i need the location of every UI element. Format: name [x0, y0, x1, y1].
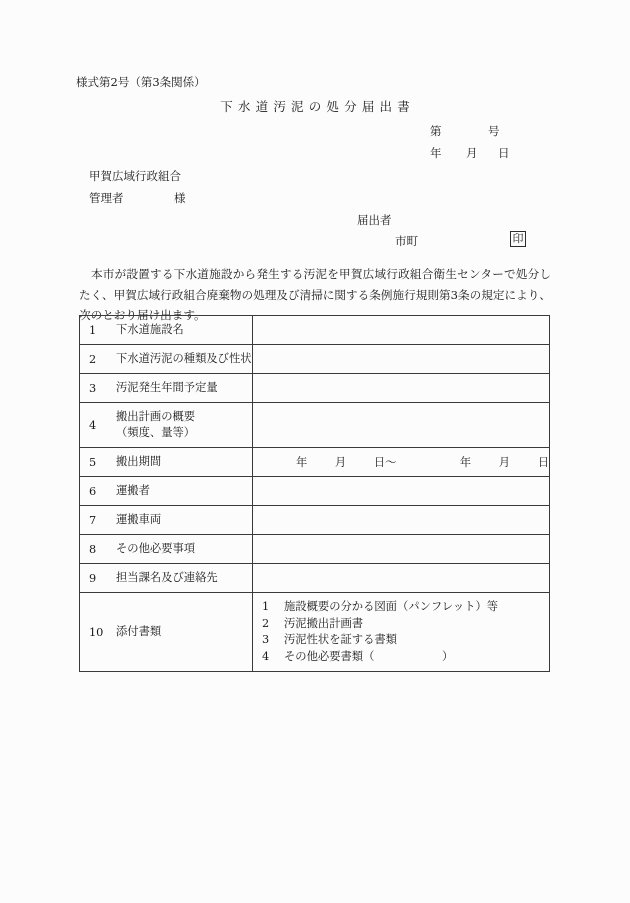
row-index: 4: [89, 418, 97, 432]
document-date-line: [430, 145, 550, 161]
row-index: 8: [89, 542, 97, 556]
row-label: 下水道施設名: [116, 323, 184, 336]
attachment-index: 1: [262, 600, 270, 613]
addressee-honorific: 様: [174, 191, 186, 205]
period-field-group: [253, 454, 549, 470]
row-label-multiline: [116, 409, 195, 441]
period-end-year-label: 年: [459, 456, 472, 469]
date-month-label: 月: [466, 146, 478, 160]
row-value-cell[interactable]: [253, 564, 550, 593]
row-label-cell: [80, 535, 253, 564]
list-item: [262, 649, 549, 666]
row-label-cell: [80, 477, 253, 506]
row-label-line1: 搬出計画の概要: [116, 410, 196, 423]
row-value-cell[interactable]: [253, 506, 550, 535]
attachment-text: その他必要書類（: [284, 649, 375, 663]
submitter-label: 届出者: [357, 213, 392, 227]
addressee-role: 管理者: [89, 191, 124, 205]
row-label: 添付書類: [116, 625, 162, 638]
form-number-label: 様式第2号（第3条関係）: [76, 75, 206, 89]
row-label: 下水道汚泥の種類及び性状: [116, 352, 252, 365]
attachment-index: 4: [262, 649, 270, 663]
table-row: [80, 316, 550, 345]
row-index: 10: [89, 625, 104, 639]
period-start-day-label: 日〜: [373, 456, 397, 469]
row-label-cell: [80, 374, 253, 403]
table-row: [80, 564, 550, 593]
row-label-cell: [80, 448, 253, 477]
document-title: 下水道汚泥の処分届出書: [220, 99, 415, 114]
document-number-line: [430, 123, 550, 139]
list-item: [262, 632, 549, 649]
table-row: [80, 593, 550, 672]
row-value-cell[interactable]: [253, 535, 550, 564]
table-row: [80, 403, 550, 448]
row-index: 1: [89, 323, 97, 337]
row-index: 5: [89, 455, 97, 469]
table-row: [80, 535, 550, 564]
body-paragraph: 本市が設置する下水道施設から発生する汚泥を甲賀広域行政組合衛生センターで処分したく、甲賀広域行政組合廃棄物の処理及び清掃に関する条例施行規則第3条の規定により、次のとおり届け出ます。: [79, 267, 551, 322]
row-label-line2: （頻度、量等）: [116, 426, 196, 439]
row-label: その他必要事項: [116, 542, 196, 555]
list-item: [262, 599, 549, 616]
period-end-day-label: 日: [537, 456, 549, 469]
attachment-text: 汚泥搬出計画書: [284, 616, 364, 630]
period-end-month-label: 月: [498, 456, 511, 469]
row-label: 汚泥発生年間予定量: [116, 381, 218, 394]
addressee-role-line: [89, 190, 186, 206]
row-label-cell: [80, 593, 253, 672]
seal-stamp-box: 印: [510, 231, 526, 247]
row-value-cell[interactable]: [253, 345, 550, 374]
table-row: [80, 477, 550, 506]
declaration-table: [79, 315, 550, 672]
row-index: 6: [89, 484, 97, 498]
table-row: [80, 345, 550, 374]
row-label-cell: [80, 345, 253, 374]
row-label-cell: [80, 506, 253, 535]
row-index: 9: [89, 571, 97, 585]
date-year-label: 年: [430, 146, 442, 160]
table-row: [80, 374, 550, 403]
row-label-cell: [80, 403, 253, 448]
attachment-text-tail: ）: [442, 649, 454, 663]
row-index: 2: [89, 352, 97, 366]
row-value-cell[interactable]: [253, 316, 550, 345]
document-number-prefix: 第: [430, 124, 442, 138]
row-index: 7: [89, 513, 97, 527]
attachment-index: 3: [262, 633, 270, 646]
attachment-index: 2: [262, 616, 270, 630]
row-value-cell[interactable]: [253, 374, 550, 403]
attachment-text: 汚泥性状を証する書類: [284, 633, 397, 646]
row-label-cell: [80, 316, 253, 345]
list-item: [262, 616, 549, 633]
row-value-cell[interactable]: [253, 477, 550, 506]
addressee-organization: 甲賀広域行政組合: [89, 169, 181, 183]
submitter-city-field: 市町: [395, 234, 418, 248]
row-value-cell-period[interactable]: [253, 448, 550, 477]
period-start-month-label: 月: [334, 456, 347, 469]
period-start-year-label: 年: [296, 456, 308, 469]
row-label: 搬出期間: [116, 455, 162, 468]
row-index: 3: [89, 381, 97, 395]
row-label: 運搬者: [116, 484, 150, 497]
row-label: 運搬車両: [116, 513, 162, 526]
row-label-cell: [80, 564, 253, 593]
attachment-list: [253, 593, 549, 671]
row-value-cell[interactable]: [253, 403, 550, 448]
table-row: [80, 448, 550, 477]
table-row: [80, 506, 550, 535]
date-day-label: 日: [498, 146, 510, 160]
attachment-text: 施設概要の分かる図面（パンフレット）等: [284, 600, 499, 613]
row-label: 担当課名及び連絡先: [116, 571, 218, 584]
row-value-cell-attachments[interactable]: [253, 593, 550, 672]
document-number-suffix: 号: [488, 124, 500, 138]
